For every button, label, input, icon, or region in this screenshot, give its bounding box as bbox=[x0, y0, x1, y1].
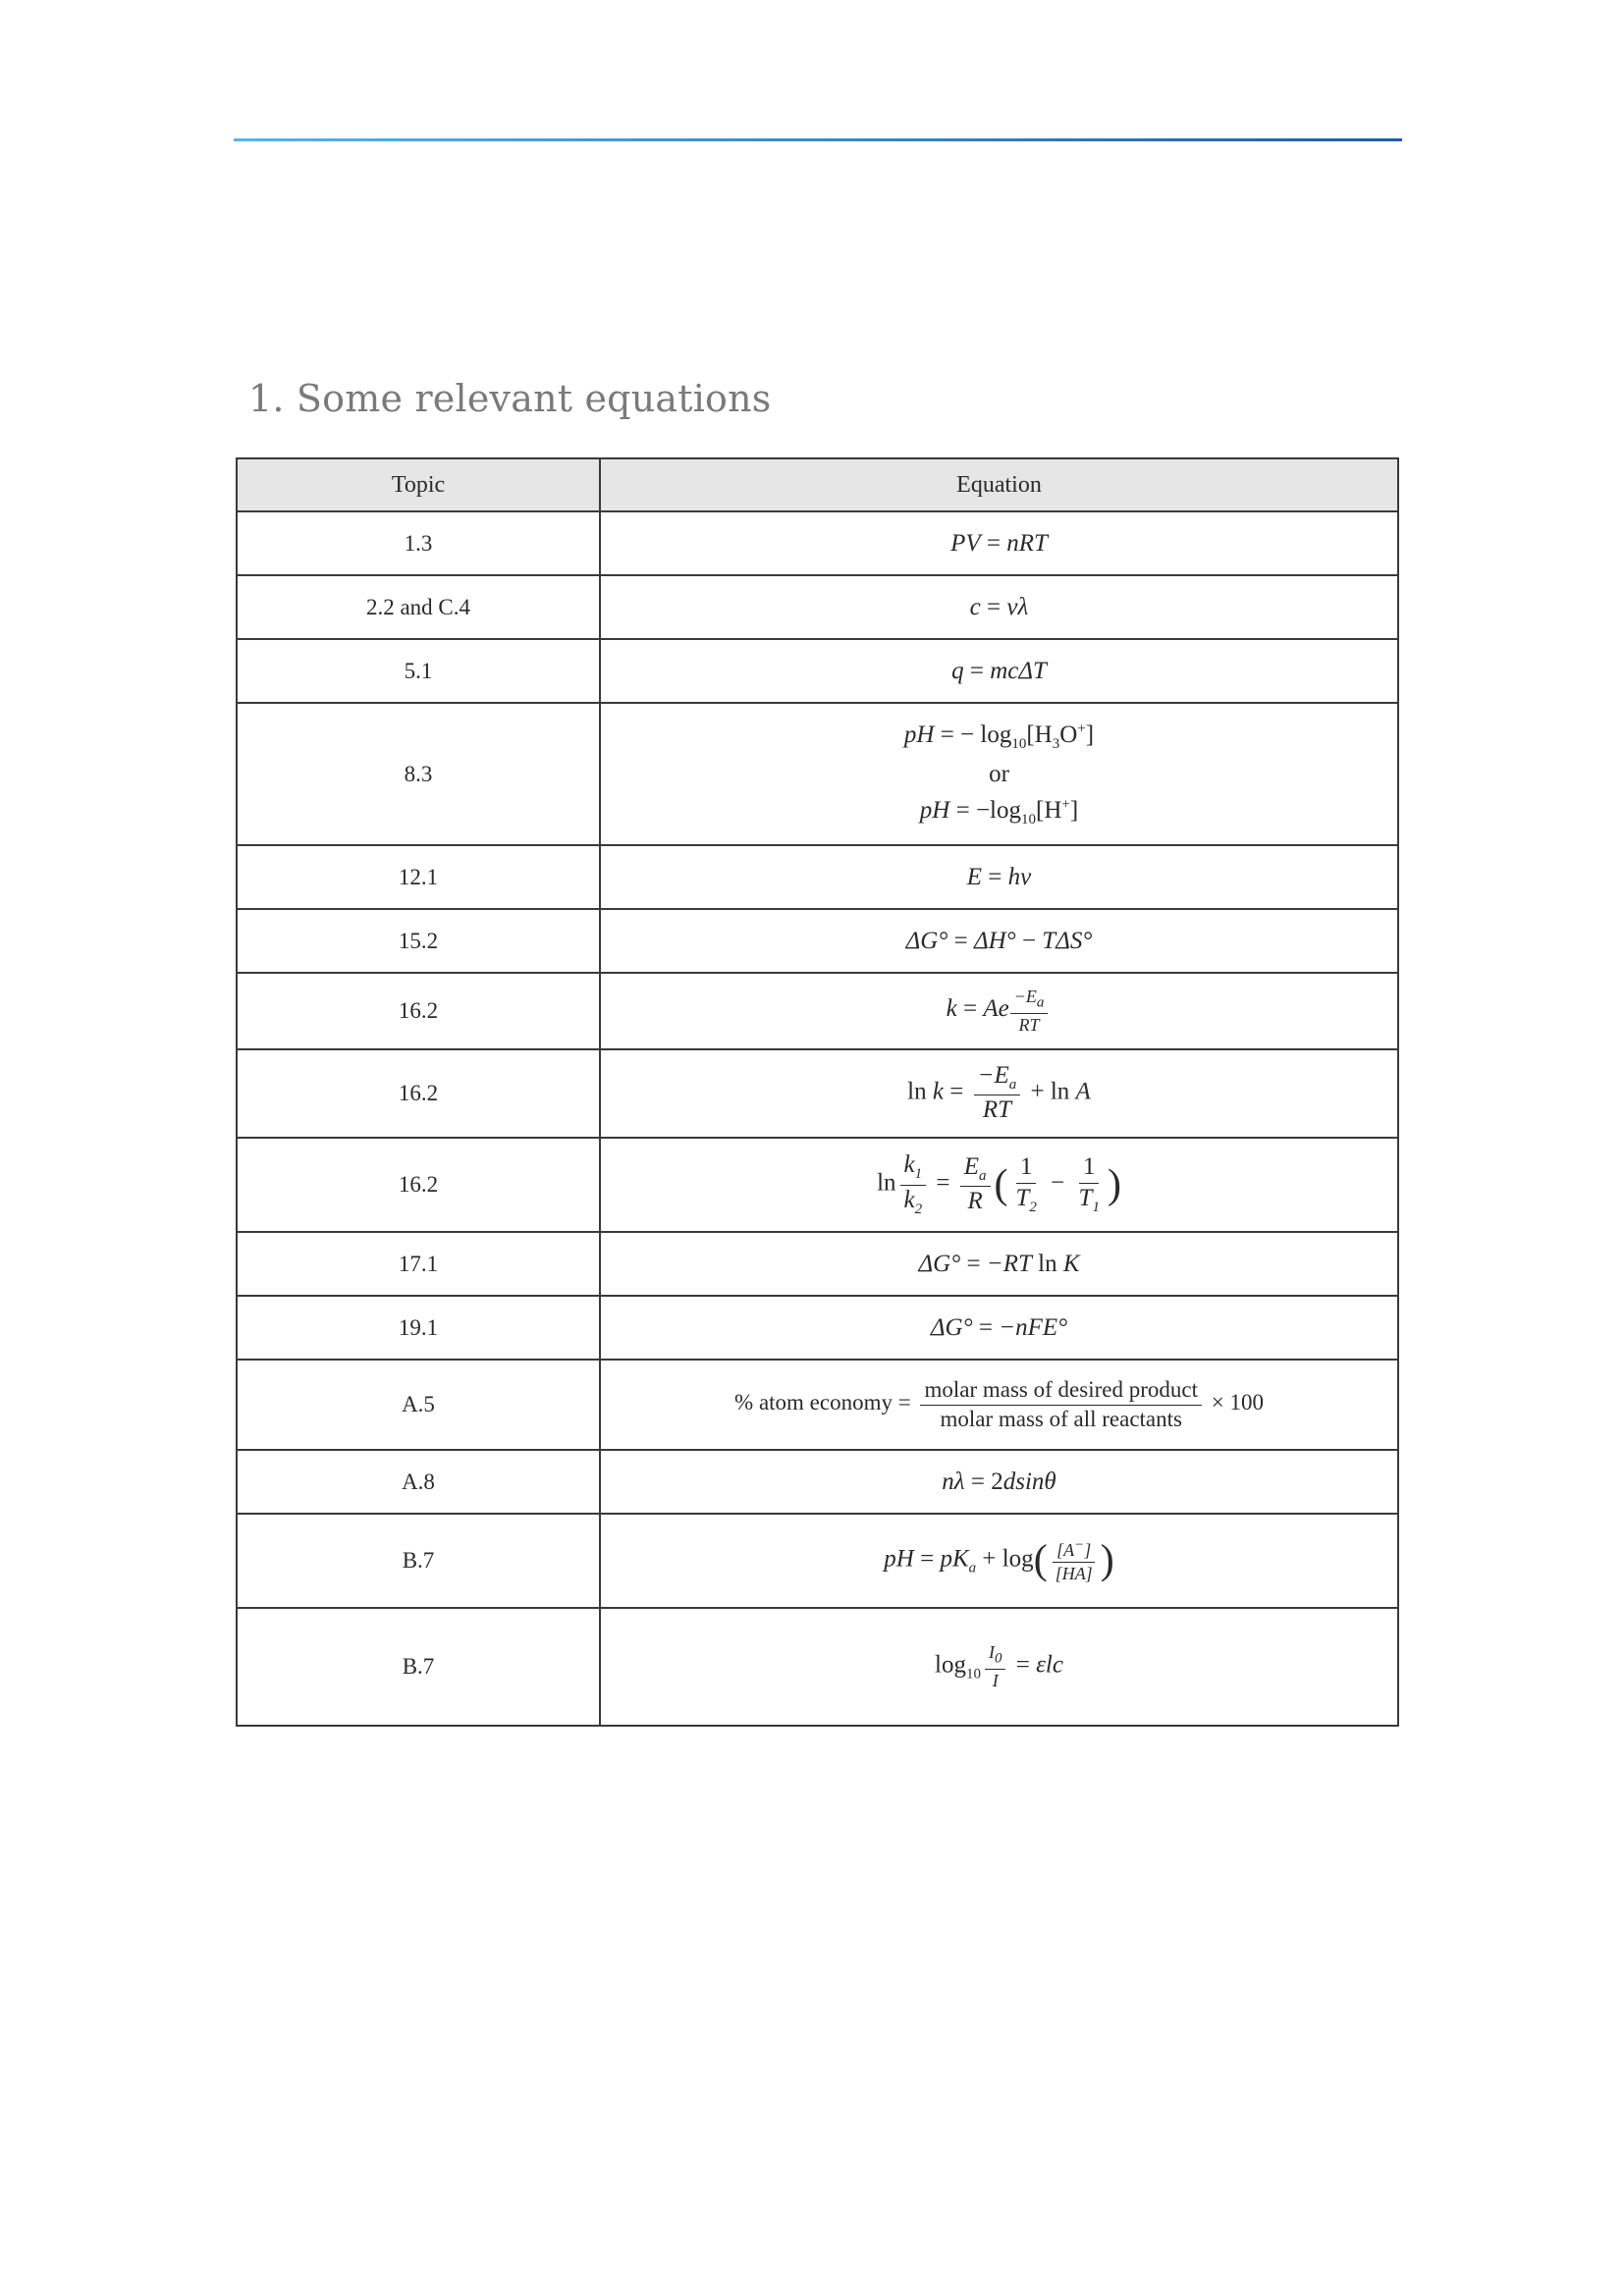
equation-cell: PV = nRT bbox=[600, 511, 1398, 575]
topic-cell: 15.2 bbox=[237, 909, 600, 973]
equation-cell: q = mcΔT bbox=[600, 639, 1398, 703]
topic-cell: B.7 bbox=[237, 1514, 600, 1608]
table-row bbox=[237, 1514, 1398, 1608]
topic-cell: 5.1 bbox=[237, 639, 600, 703]
topic-cell: 2.2 and C.4 bbox=[237, 575, 600, 639]
fraction: $\frac{k_1}{k_2}$ bbox=[900, 1151, 927, 1218]
equations-table bbox=[236, 457, 1399, 1727]
equation-cell: ln k = $\frac{-E_a}{RT}$ + ln A bbox=[600, 1049, 1398, 1138]
topic-cell: 12.1 bbox=[237, 845, 600, 909]
table-row bbox=[237, 1360, 1398, 1450]
table-header-row bbox=[237, 458, 1398, 511]
equation-cell: $\log_{10}$ $\frac{I_0}{I}$ = εlc bbox=[600, 1608, 1398, 1726]
fraction: $\frac{[A^-]}{[HA]}$ bbox=[1052, 1537, 1097, 1583]
table-row bbox=[237, 511, 1398, 575]
table-row bbox=[237, 703, 1398, 845]
topic-cell: A.5 bbox=[237, 1360, 600, 1450]
topic-cell: 16.2 bbox=[237, 1049, 600, 1138]
equation-cell: pH = $pK_a + \log$( $\frac{[A^-]}{[HA]}$ ) bbox=[600, 1514, 1398, 1608]
fraction: $\frac{\text{molar mass of desired product}}{\text{molar mass of all reactants}}$ bbox=[920, 1377, 1201, 1432]
equation-cell bbox=[600, 703, 1398, 845]
table-row bbox=[237, 845, 1398, 909]
topic-cell: A.8 bbox=[237, 1450, 600, 1514]
topic-cell: 19.1 bbox=[237, 1296, 600, 1360]
equation-cell: ΔG° = −nFE° bbox=[600, 1296, 1398, 1360]
equation-cell: nλ = 2dsinθ bbox=[600, 1450, 1398, 1514]
equation-line: pH = $-\log_{10}[H^+]$ bbox=[919, 796, 1079, 828]
table-row bbox=[237, 1049, 1398, 1138]
section-title: 1. Some relevant equations bbox=[248, 377, 772, 420]
table-row bbox=[237, 973, 1398, 1049]
table-row bbox=[237, 1608, 1398, 1726]
fraction: $\frac{I_0}{I}$ bbox=[985, 1642, 1006, 1691]
fraction: $\frac{1}{T_2}$ bbox=[1015, 1153, 1037, 1215]
table-row bbox=[237, 1138, 1398, 1232]
topic-cell: 17.1 bbox=[237, 1232, 600, 1296]
table-row bbox=[237, 1232, 1398, 1296]
equation-cell: ΔG° = ΔH° − TΔS° bbox=[600, 909, 1398, 973]
table-row bbox=[237, 1450, 1398, 1514]
equation-line: or bbox=[989, 760, 1009, 787]
equation-cell: ΔG° = −RT ln K bbox=[600, 1232, 1398, 1296]
table-row bbox=[237, 639, 1398, 703]
equation-cell: E = hv bbox=[600, 845, 1398, 909]
table-row bbox=[237, 909, 1398, 973]
equation-cell: k = Ae $\frac{-E_a}{RT}$ bbox=[600, 973, 1398, 1049]
fraction: $\frac{1}{T_1}$ bbox=[1078, 1153, 1100, 1215]
exponent-fraction: $\frac{-E_a}{RT}$ bbox=[1010, 987, 1049, 1036]
equation-cell: ln $\frac{k_1}{k_2}$ = $\frac{E_a}{R}$ ( $\frac{1}{T_2}$ − $\frac{1}{T_1}$ ) bbox=[600, 1138, 1398, 1232]
topic-cell: 16.2 bbox=[237, 1138, 600, 1232]
table-row bbox=[237, 575, 1398, 639]
topic-cell: 1.3 bbox=[237, 511, 600, 575]
equation-line: pH = − $\log_{10}[H_3O^+]$ bbox=[903, 721, 1095, 753]
topic-cell: 8.3 bbox=[237, 703, 600, 845]
equation-header: Equation bbox=[600, 458, 1398, 511]
topic-cell: B.7 bbox=[237, 1608, 600, 1726]
topic-header: Topic bbox=[237, 458, 600, 511]
fraction: $\frac{-E_a}{RT}$ bbox=[974, 1062, 1021, 1125]
header-rule bbox=[234, 138, 1402, 141]
table-row bbox=[237, 1296, 1398, 1360]
fraction: $\frac{E_a}{R}$ bbox=[960, 1153, 991, 1216]
equation-cell: % atom economy = $\frac{\text{molar mass of desired product}}{\text{molar mass of all reactants}}$ × 100 bbox=[600, 1360, 1398, 1450]
equation-cell: c = vλ bbox=[600, 575, 1398, 639]
topic-cell: 16.2 bbox=[237, 973, 600, 1049]
